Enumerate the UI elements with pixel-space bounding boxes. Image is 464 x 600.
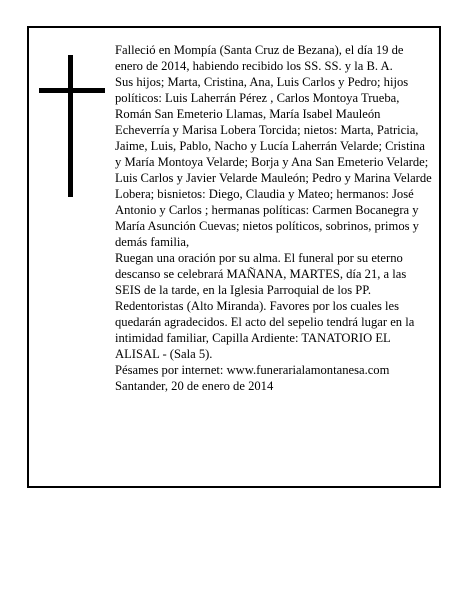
place-and-date: Santander, 20 de enero de 2014 [115,379,274,393]
funeral-details: Ruegan una oración por su alma. El funeral por su eterno descanso se celebrará MAÑANA, MARTES, día 21, a las SEIS de la tarde, en la Iglesia Parroquial de los PP. Redentoristas (Alto Miranda). Favores por los cuales les quedarán agradecidos. El acto del sepelio tendrá lugar en la intimidad familiar, Capilla Ardiente: TANATORIO EL ALISAL - (Sala 5). [115,251,415,361]
latin-cross-icon [39,55,105,197]
cross-horizontal-bar [39,88,105,93]
condolences-website: Pésames por internet: www.funerarialamontanesa.com [115,363,390,377]
obituary-notice [27,26,441,488]
notice-text [115,42,433,394]
family-list: Sus hijos; Marta, Cristina, Ana, Luis Carlos y Pedro; hijos políticos: Luis Laherrán Pérez , Carlos Montoya Trueba, Román San Emeterio Llamas, María Isabel Mauleón Echeverría y Marisa Lobera Torcida; nietos: Marta, Patricia, Jaime, Luis, Pablo, Nacho y Lucía Laherrán Velarde; Cristina y María Montoya Velarde; Borja y Ana San Emeterio Velarde; Luis Carlos y Javier Velarde Mauleón; Pedro y Marina Velarde Lobera; bisnietos: Diego, Claudia y Mateo; hermanos: José Antonio y Carlos ; hermanas políticas: Carmen Bocanegra y María Asunción Cuevas; nietos políticos, sobrinos, primos y demás familia, [115,75,432,249]
cross-vertical-bar [68,55,73,197]
death-announcement: Falleció en Mompía (Santa Cruz de Bezana), el día 19 de enero de 2014, habiendo recibido los SS. SS. y la B. A. [115,43,404,73]
